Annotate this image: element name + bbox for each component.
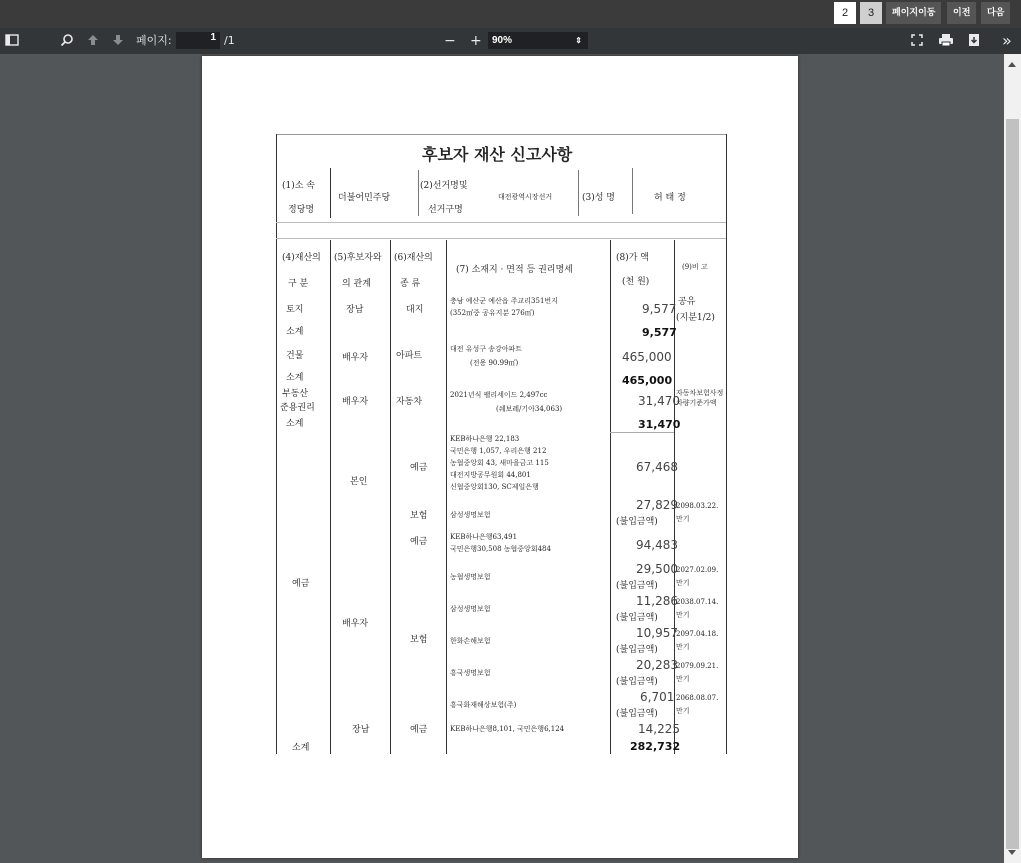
deposit-kind: 예금 [410, 463, 428, 473]
row-relation: 배우자 [342, 353, 369, 363]
insurance-value: 11,286 [636, 594, 678, 608]
document-title: 후보자 재산 신고사항 [422, 145, 573, 164]
col-value-a: (8)가 액 [616, 253, 649, 263]
row-kind: 아파트 [396, 351, 423, 361]
col-category-b: 구 분 [288, 279, 309, 289]
insurance-desc: 흥국화재해상보험(주) [450, 701, 517, 709]
col-value-b: (천 원) [622, 277, 650, 287]
col-description: (7) 소재지 · 면적 등 권리명세 [456, 265, 573, 275]
subtotal-label: 소계 [292, 743, 310, 753]
insurance-note: 만기 [676, 579, 690, 587]
col-relation-a: (5)후보자와 [334, 253, 382, 263]
search-icon[interactable] [60, 33, 76, 49]
row-note: 공유 [678, 297, 696, 307]
row-category: 부동산 [282, 389, 309, 399]
spouse-deposit-value: 94,483 [636, 538, 678, 552]
insurance-note: 만기 [676, 707, 690, 715]
deposit-kind: 보험 [410, 635, 428, 645]
self-insurance-sub: (불입금액) [616, 517, 658, 527]
insurance-note: 2068.08.07. [676, 694, 719, 702]
self-insurance-note: 2098.03.22. [676, 502, 719, 510]
insurance-value: 10,957 [636, 626, 678, 640]
header-name-label: (3)성 명 [582, 193, 615, 203]
self-deposit-value: 67,468 [636, 460, 678, 474]
insurance-desc: 한화손해보험 [450, 637, 491, 645]
subtotal-value: 465,000 [622, 374, 673, 387]
insurance-note: 2097.04.18. [676, 630, 719, 638]
insurance-note: 만기 [676, 643, 690, 651]
page-label: 페이지: [136, 34, 172, 47]
row-kind: 대지 [406, 305, 424, 315]
row-relation: 배우자 [342, 397, 369, 407]
row-value: 9,577 [642, 302, 677, 316]
spouse-deposit-line: 국민은행30,508 농협중앙회484 [450, 545, 551, 553]
vertical-scrollbar[interactable] [1004, 54, 1021, 863]
insurance-sub: (불입금액) [616, 709, 658, 719]
goto-page-button[interactable]: 페이지이동 [886, 2, 941, 24]
header-party-value: 더불어민주당 [338, 193, 391, 203]
scroll-down-icon[interactable] [1008, 850, 1016, 855]
self-deposit-line: 대전지방공무원회 44,801 [450, 471, 531, 479]
subtotal-label: 소계 [286, 327, 304, 337]
row-description: (352㎡중 공유지분 276㎡) [450, 309, 535, 317]
prev-button[interactable]: 이전 [947, 2, 976, 24]
more-tools-button[interactable]: » [1002, 31, 1012, 50]
scanned-document [276, 130, 728, 754]
row-description: 대전 유성구 송강아파트 [450, 345, 523, 353]
page-nav-bar [0, 0, 1021, 28]
subtotal-label: 소계 [286, 419, 304, 429]
insurance-value: 6,701 [640, 690, 675, 704]
self-deposit-line: 신협중앙회130, SC제일은행 [450, 483, 539, 491]
insurance-value: 29,500 [636, 562, 678, 576]
fullscreen-icon[interactable] [910, 33, 926, 49]
row-note: 자동차보험사정 [676, 389, 724, 397]
row-description: 충남 예산군 예산읍 주교리351번지 [450, 297, 558, 305]
header-party-label-a: (1)소 속 [282, 181, 315, 191]
subtotal-value: 9,577 [642, 326, 677, 339]
row-description: (쉐보레/기아34,063) [496, 405, 563, 413]
zoom-select[interactable] [488, 32, 588, 49]
col-note: (9)비 고 [682, 263, 708, 271]
insurance-note: 2027.02.09. [676, 566, 719, 574]
row-kind: 자동차 [396, 397, 423, 407]
deposit-kind: 예금 [410, 537, 428, 547]
self-insurance-value: 27,829 [636, 498, 678, 512]
self-insurance: 삼성생명보험 [450, 511, 491, 519]
deposit-owner-spouse: 배우자 [342, 619, 369, 629]
scroll-thumb[interactable] [1006, 119, 1019, 849]
insurance-note: 만기 [676, 675, 690, 683]
row-category: 건물 [286, 351, 304, 361]
next-page-icon[interactable] [111, 33, 127, 49]
insurance-desc: 농협생명보험 [450, 573, 491, 581]
header-name-value: 허 태 정 [654, 193, 686, 203]
pdf-toolbar [0, 28, 1021, 54]
scroll-up-icon[interactable] [1008, 62, 1016, 67]
row-description: 2021년식 팰리세이드 2,497cc [450, 391, 548, 399]
next-button[interactable]: 다음 [981, 2, 1010, 24]
spouse-deposit-line: KEB하나은행63,491 [450, 533, 518, 541]
insurance-sub: (불입금액) [616, 645, 658, 655]
row-description: (전용 90.99㎡) [470, 359, 519, 367]
deposit-category: 예금 [292, 579, 310, 589]
insurance-sub: (불입금액) [616, 613, 658, 623]
col-category-a: (4)재산의 [282, 253, 321, 263]
deposit-owner-self: 본인 [350, 477, 368, 487]
self-deposit-line: 농협중앙회 43, 새마을금고 115 [450, 459, 549, 467]
updown-icon: ⇕ [575, 36, 582, 45]
row-category: 준용권리 [280, 403, 315, 413]
row-value: 465,000 [622, 350, 672, 364]
self-insurance-note: 만기 [676, 515, 690, 523]
insurance-sub: (불입금액) [616, 677, 658, 687]
prev-page-icon[interactable] [86, 33, 102, 49]
zoom-out-button[interactable]: − [444, 33, 456, 49]
deposit-owner-son: 장남 [352, 725, 370, 735]
son-deposit: KEB하나은행8,101, 국민은행6,124 [450, 725, 565, 733]
subtotal-label: 소계 [286, 373, 304, 383]
insurance-note: 만기 [676, 611, 690, 619]
row-category: 토지 [286, 305, 304, 315]
deposit-kind: 예금 [410, 725, 428, 735]
row-value: 31,470 [638, 394, 680, 408]
row-note: 차량기준가액 [676, 399, 717, 407]
col-relation-b: 의 관계 [342, 279, 371, 289]
col-kind-a: (6)재산의 [394, 253, 433, 263]
insurance-note: 2038.07.14. [676, 598, 719, 606]
header-party-label-b: 정당명 [288, 205, 315, 215]
subtotal-value: 282,732 [630, 740, 681, 753]
self-deposit-line: KEB하나은행 22,183 [450, 435, 520, 443]
insurance-desc: 삼성생명보험 [450, 605, 491, 613]
zoom-in-button[interactable]: + [470, 33, 482, 49]
download-icon[interactable] [967, 33, 983, 49]
page-number-input[interactable]: 1 [176, 32, 220, 49]
zoom-value: 90% [492, 35, 513, 46]
sidebar-toggle-icon[interactable] [5, 33, 21, 49]
deposit-kind: 보험 [410, 511, 428, 521]
insurance-desc: 흥국생명보험 [450, 669, 491, 677]
header-election-label-b: 선거구명 [428, 205, 463, 215]
row-relation: 장남 [346, 305, 364, 315]
col-kind-b: 종 류 [400, 279, 421, 289]
pdf-page [202, 56, 798, 858]
self-deposit-line: 국민은행 1,057, 우리은행 212 [450, 447, 547, 455]
header-district-value: 대전광역시장선거 [498, 193, 553, 201]
print-icon[interactable] [938, 33, 954, 49]
insurance-note: 2079.09.21. [676, 662, 719, 670]
document-viewer[interactable] [0, 54, 1004, 863]
insurance-sub: (불입금액) [616, 581, 658, 591]
page-total: /1 [224, 34, 235, 47]
row-note: (지분1/2) [676, 313, 715, 323]
header-election-label-a: (2)선거명및 [420, 181, 468, 191]
son-deposit-value: 14,225 [638, 722, 680, 736]
page-2-button[interactable]: 2 [834, 2, 856, 24]
insurance-value: 20,283 [636, 658, 678, 672]
page-3-button[interactable]: 3 [860, 2, 882, 24]
subtotal-value: 31,470 [638, 418, 681, 431]
